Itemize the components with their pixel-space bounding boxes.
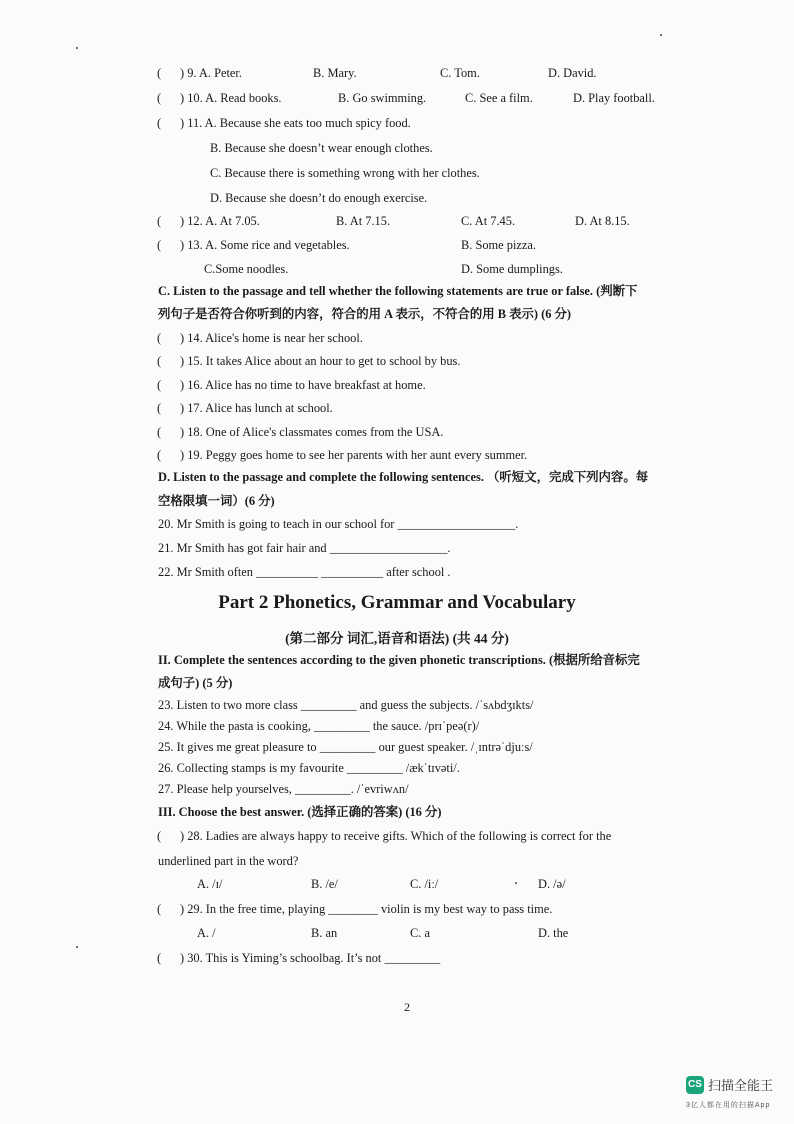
option-b: B. Because she doesn’t wear enough clothes. <box>210 141 433 155</box>
question-stem: ) 29. In the free time, playing ________ violin is my best way to pass time. <box>180 902 553 916</box>
answer-paren[interactable]: ( <box>157 238 162 252</box>
option-a: ) 9. A. Peter. <box>180 66 242 80</box>
scan-speck <box>660 34 662 36</box>
answer-paren[interactable]: ( <box>157 951 162 965</box>
option-a: ) 11. A. Because she eats too much spicy food. <box>180 116 411 130</box>
option-b: B. Mary. <box>313 66 357 80</box>
section-c-instruction: C. Listen to the passage and tell whether the following statements are true or false. (判断下 <box>158 284 638 298</box>
phonetic-item-25[interactable]: 25. It gives me great pleasure to _________ our guest speaker. /ˌɪntrəˈdjuːs/ <box>158 740 533 754</box>
watermark-tagline: 3亿人都在用的扫描App <box>686 1102 771 1109</box>
option-b: B. Some pizza. <box>461 238 537 252</box>
section-ii-instruction-cont: 成句子) (5 分) <box>158 676 233 690</box>
phonetic-item-23[interactable]: 23. Listen to two more class _________ and guess the subjects. /ˈsʌbdʒɪkts/ <box>158 698 534 712</box>
statement-16: ) 16. Alice has no time to have breakfast at home. <box>180 378 426 392</box>
option-b: B. /e/ <box>311 877 338 891</box>
option-b: B. Go swimming. <box>338 91 427 105</box>
option-d: D. the <box>538 926 569 940</box>
option-b: B. At 7.15. <box>336 214 391 228</box>
option-c: C. a <box>410 926 430 940</box>
option-c: C. /iː/ <box>410 877 439 891</box>
scan-speck <box>76 946 78 948</box>
section-iii-instruction: III. Choose the best answer. (选择正确的答案) (16 分) <box>158 805 442 819</box>
phonetic-item-26[interactable]: 26. Collecting stamps is my favourite _________ /ækˈtɪvəti/. <box>158 761 460 775</box>
page-number: 2 <box>404 1000 410 1014</box>
option-c: C. Tom. <box>440 66 480 80</box>
watermark-name: 扫描全能王 <box>708 1078 774 1093</box>
statement-14: ) 14. Alice's home is near her school. <box>180 331 363 345</box>
fill-item-22[interactable]: 22. Mr Smith often __________ __________ after school . <box>158 565 451 579</box>
scan-speck <box>515 882 517 884</box>
answer-paren[interactable]: ( <box>157 401 162 415</box>
option-a: ) 13. A. Some rice and vegetables. <box>180 238 350 252</box>
statement-19: ) 19. Peggy goes home to see her parents with her aunt every summer. <box>180 448 528 462</box>
section-d-instruction: D. Listen to the passage and complete the following sentences. （听短文，完成下列内容。每 <box>158 470 649 484</box>
phonetic-item-24[interactable]: 24. While the pasta is cooking, _________ the sauce. /prɪˈpeə(r)/ <box>158 719 480 733</box>
option-c: C. See a film. <box>465 91 533 105</box>
fill-item-20[interactable]: 20. Mr Smith is going to teach in our school for ___________________. <box>158 517 519 531</box>
answer-paren[interactable]: ( <box>157 91 162 105</box>
option-d: D. Play football. <box>573 91 655 105</box>
part-2-subtitle: (第二部分 词汇,语音和语法) (共 44 分) <box>285 631 509 646</box>
option-b: B. an <box>311 926 338 940</box>
option-a: ) 10. A. Read books. <box>180 91 282 105</box>
answer-paren[interactable]: ( <box>157 116 162 130</box>
statement-17: ) 17. Alice has lunch at school. <box>180 401 333 415</box>
part-2-title: Part 2 Phonetics, Grammar and Vocabulary <box>218 592 576 613</box>
option-d: D. /ə/ <box>538 877 566 891</box>
option-d: D. Some dumplings. <box>461 262 563 276</box>
answer-paren[interactable]: ( <box>157 829 162 843</box>
fill-item-21[interactable]: 21. Mr Smith has got fair hair and ___________________. <box>158 541 451 555</box>
option-d: D. David. <box>548 66 597 80</box>
option-d: D. At 8.15. <box>575 214 630 228</box>
answer-paren[interactable]: ( <box>157 425 162 439</box>
question-stem: ) 30. This is Yiming’s schoolbag. It’s not _________ <box>180 951 441 965</box>
statement-18: ) 18. One of Alice's classmates comes from the USA. <box>180 425 444 439</box>
option-c: C.Some noodles. <box>204 262 289 276</box>
section-c-instruction-cont: 列句子是否符合你听到的内容，符合的用 A 表示，不符合的用 B 表示) (6 分) <box>158 307 572 321</box>
phonetic-item-27[interactable]: 27. Please help yourselves, _________. /ˈevriwʌn/ <box>158 782 409 796</box>
answer-paren[interactable]: ( <box>157 378 162 392</box>
section-ii-instruction: II. Complete the sentences according to the given phonetic transcriptions. (根据所给音标完 <box>158 653 640 667</box>
answer-paren[interactable]: ( <box>157 66 162 80</box>
answer-paren[interactable]: ( <box>157 214 162 228</box>
statement-15: ) 15. It takes Alice about an hour to get to school by bus. <box>180 354 461 368</box>
question-stem-cont: underlined part in the word? <box>158 854 299 868</box>
option-c: C. Because there is something wrong with her clothes. <box>210 166 480 180</box>
scanner-watermark <box>686 1075 773 1094</box>
option-a: A. / <box>197 926 216 940</box>
camscanner-logo-icon: CS <box>686 1076 704 1094</box>
option-c: C. At 7.45. <box>461 214 516 228</box>
answer-paren[interactable]: ( <box>157 902 162 916</box>
answer-paren[interactable]: ( <box>157 354 162 368</box>
scan-speck <box>76 47 78 49</box>
option-d: D. Because she doesn’t do enough exercise. <box>210 191 428 205</box>
answer-paren[interactable]: ( <box>157 331 162 345</box>
option-a: A. /ɪ/ <box>197 877 223 891</box>
question-stem: ) 28. Ladies are always happy to receive gifts. Which of the following is correct for the <box>180 829 612 843</box>
option-a: ) 12. A. At 7.05. <box>180 214 260 228</box>
section-d-instruction-cont: 空格限填一词）(6 分) <box>158 494 275 508</box>
answer-paren[interactable]: ( <box>157 448 162 462</box>
